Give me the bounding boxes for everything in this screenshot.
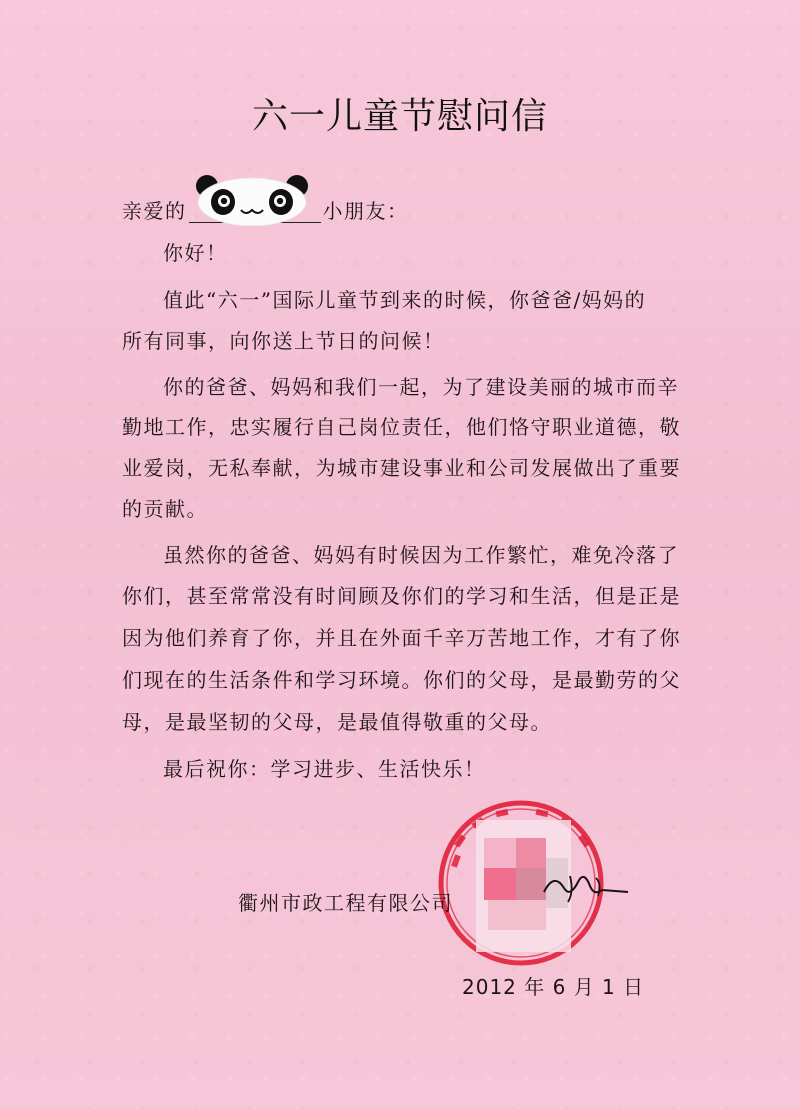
paragraph-line: 的贡献。: [122, 497, 208, 521]
greeting: 你好！: [163, 241, 228, 265]
letter-title: 六一儿童节慰问信: [251, 96, 548, 137]
name-blank: [189, 198, 321, 223]
paragraph-line: 们现在的生活条件和学习环境。你们的父母，是最勤劳的父: [122, 668, 681, 692]
paragraph-line: 值此“六一”国际儿童节到来的时候，你爸爸/妈妈的: [163, 288, 647, 312]
paragraph-line: 勤地工作，忠实履行自己岗位责任，他们恪守职业道德，敬: [122, 415, 681, 439]
paragraph-line: 你的爸爸、妈妈和我们一起，为了建设美丽的城市而辛: [163, 375, 679, 399]
sender-company: 衢州市政工程有限公司: [238, 891, 453, 915]
panda-face-icon: [193, 172, 311, 226]
paragraph-line: 业爱岗，无私奉献，为城市建设事业和公司发展做出了重要: [122, 456, 681, 480]
paragraph-line: 母，是最坚韧的父母，是最值得敬重的父母。: [122, 710, 552, 734]
salutation: [122, 198, 722, 225]
paragraph-line: 最后祝你：学习进步、生活快乐！: [163, 757, 486, 781]
salutation-suffix: 小朋友：: [322, 199, 409, 223]
paragraph-line: 虽然你的爸爸、妈妈有时候因为工作繁忙，难免冷落了: [163, 543, 679, 567]
handwritten-signature: [540, 862, 632, 912]
paragraph-line: 你们，甚至常常没有时间顾及你们的学习和生活，但是正是: [122, 584, 681, 608]
salutation-prefix: 亲爱的: [122, 199, 187, 223]
paragraph-line: 因为他们养育了你，并且在外面千辛万苦地工作，才有了你: [122, 626, 681, 650]
letter-date: 2012 年 6 月 1 日: [462, 975, 645, 999]
paragraph-line: 所有同事，向你送上节日的问候！: [122, 329, 445, 353]
